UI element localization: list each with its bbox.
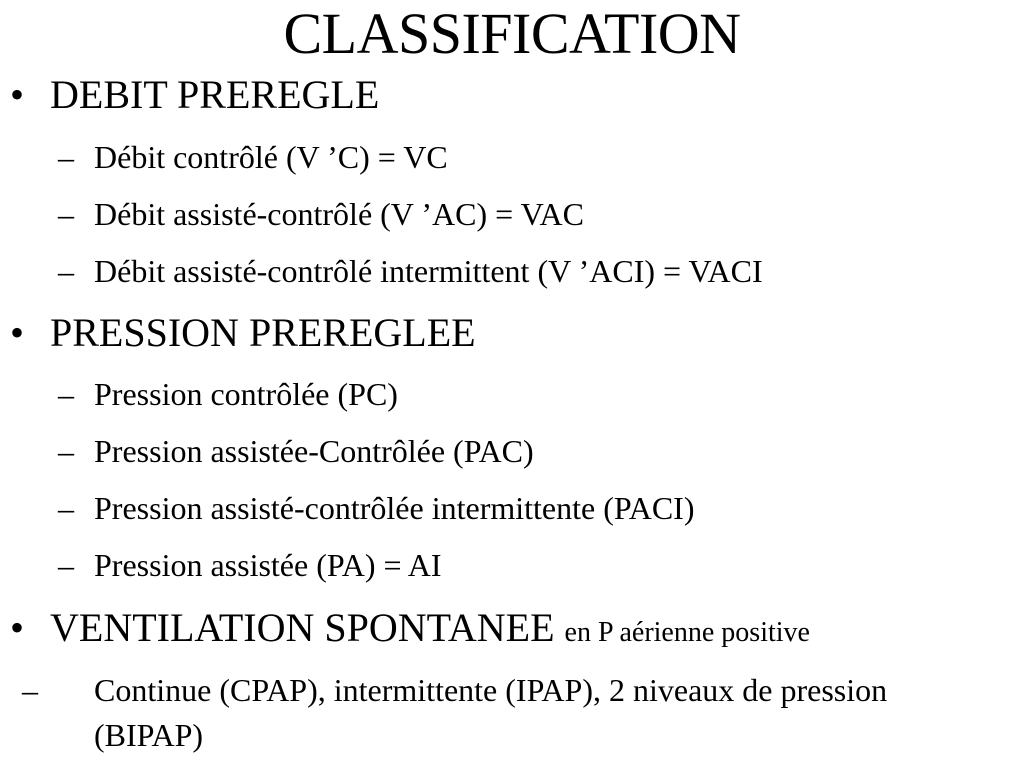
sub-item-text: Pression assistée-Contrôlée (PAC) — [94, 433, 534, 469]
slide-title: CLASSIFICATION — [283, 1, 741, 66]
sub-item-text: Débit assisté-contrôlé (V ’AC) = VAC — [94, 196, 584, 232]
dash-glyph: – — [58, 139, 74, 175]
sub-item — [58, 251, 763, 291]
bullet-ventilation-spontanee — [10, 606, 810, 655]
section-heading: VENTILATION SPONTANEE — [50, 605, 555, 650]
sub-item-text: Débit contrôlé (V ’C) = VC — [94, 139, 448, 175]
dash-glyph: – — [58, 433, 74, 469]
sub-item — [58, 431, 534, 471]
bullet-glyph: • — [10, 605, 25, 650]
bullet-glyph: • — [10, 310, 25, 355]
dash-glyph: – — [58, 376, 74, 412]
sub-item — [58, 194, 584, 234]
sub-item-text: Débit assisté-contrôlé intermittent (V ’ACI) = VACI — [94, 253, 763, 289]
sub-item — [58, 374, 398, 414]
dash-glyph: – — [58, 253, 74, 289]
section-heading: PRESSION PREREGLEE — [50, 310, 476, 355]
sub-item-text: Continue (CPAP), intermittente (IPAP), 2 niveaux de pression (BIPAP) — [94, 672, 888, 753]
sub-item — [58, 137, 448, 177]
dash-glyph: – — [58, 490, 74, 526]
section-heading-suffix: en P aérienne positive — [564, 617, 810, 648]
section-heading: DEBIT PREREGLE — [50, 72, 380, 117]
sub-item — [58, 545, 442, 585]
dash-glyph: – — [58, 196, 74, 232]
bullet-glyph: • — [10, 72, 25, 117]
dash-glyph: – — [22, 672, 38, 708]
sub-item-text: Pression assistée (PA) = AI — [94, 547, 442, 583]
sub-item — [22, 668, 994, 758]
bullet-debit-preregle — [10, 73, 379, 117]
sub-item-text: Pression assisté-contrôlée intermittente (PACI) — [94, 490, 695, 526]
bullet-pression-prereglee — [10, 311, 476, 355]
dash-glyph: – — [58, 547, 74, 583]
sub-item — [58, 488, 694, 528]
sub-item-text: Pression contrôlée (PC) — [94, 376, 398, 412]
